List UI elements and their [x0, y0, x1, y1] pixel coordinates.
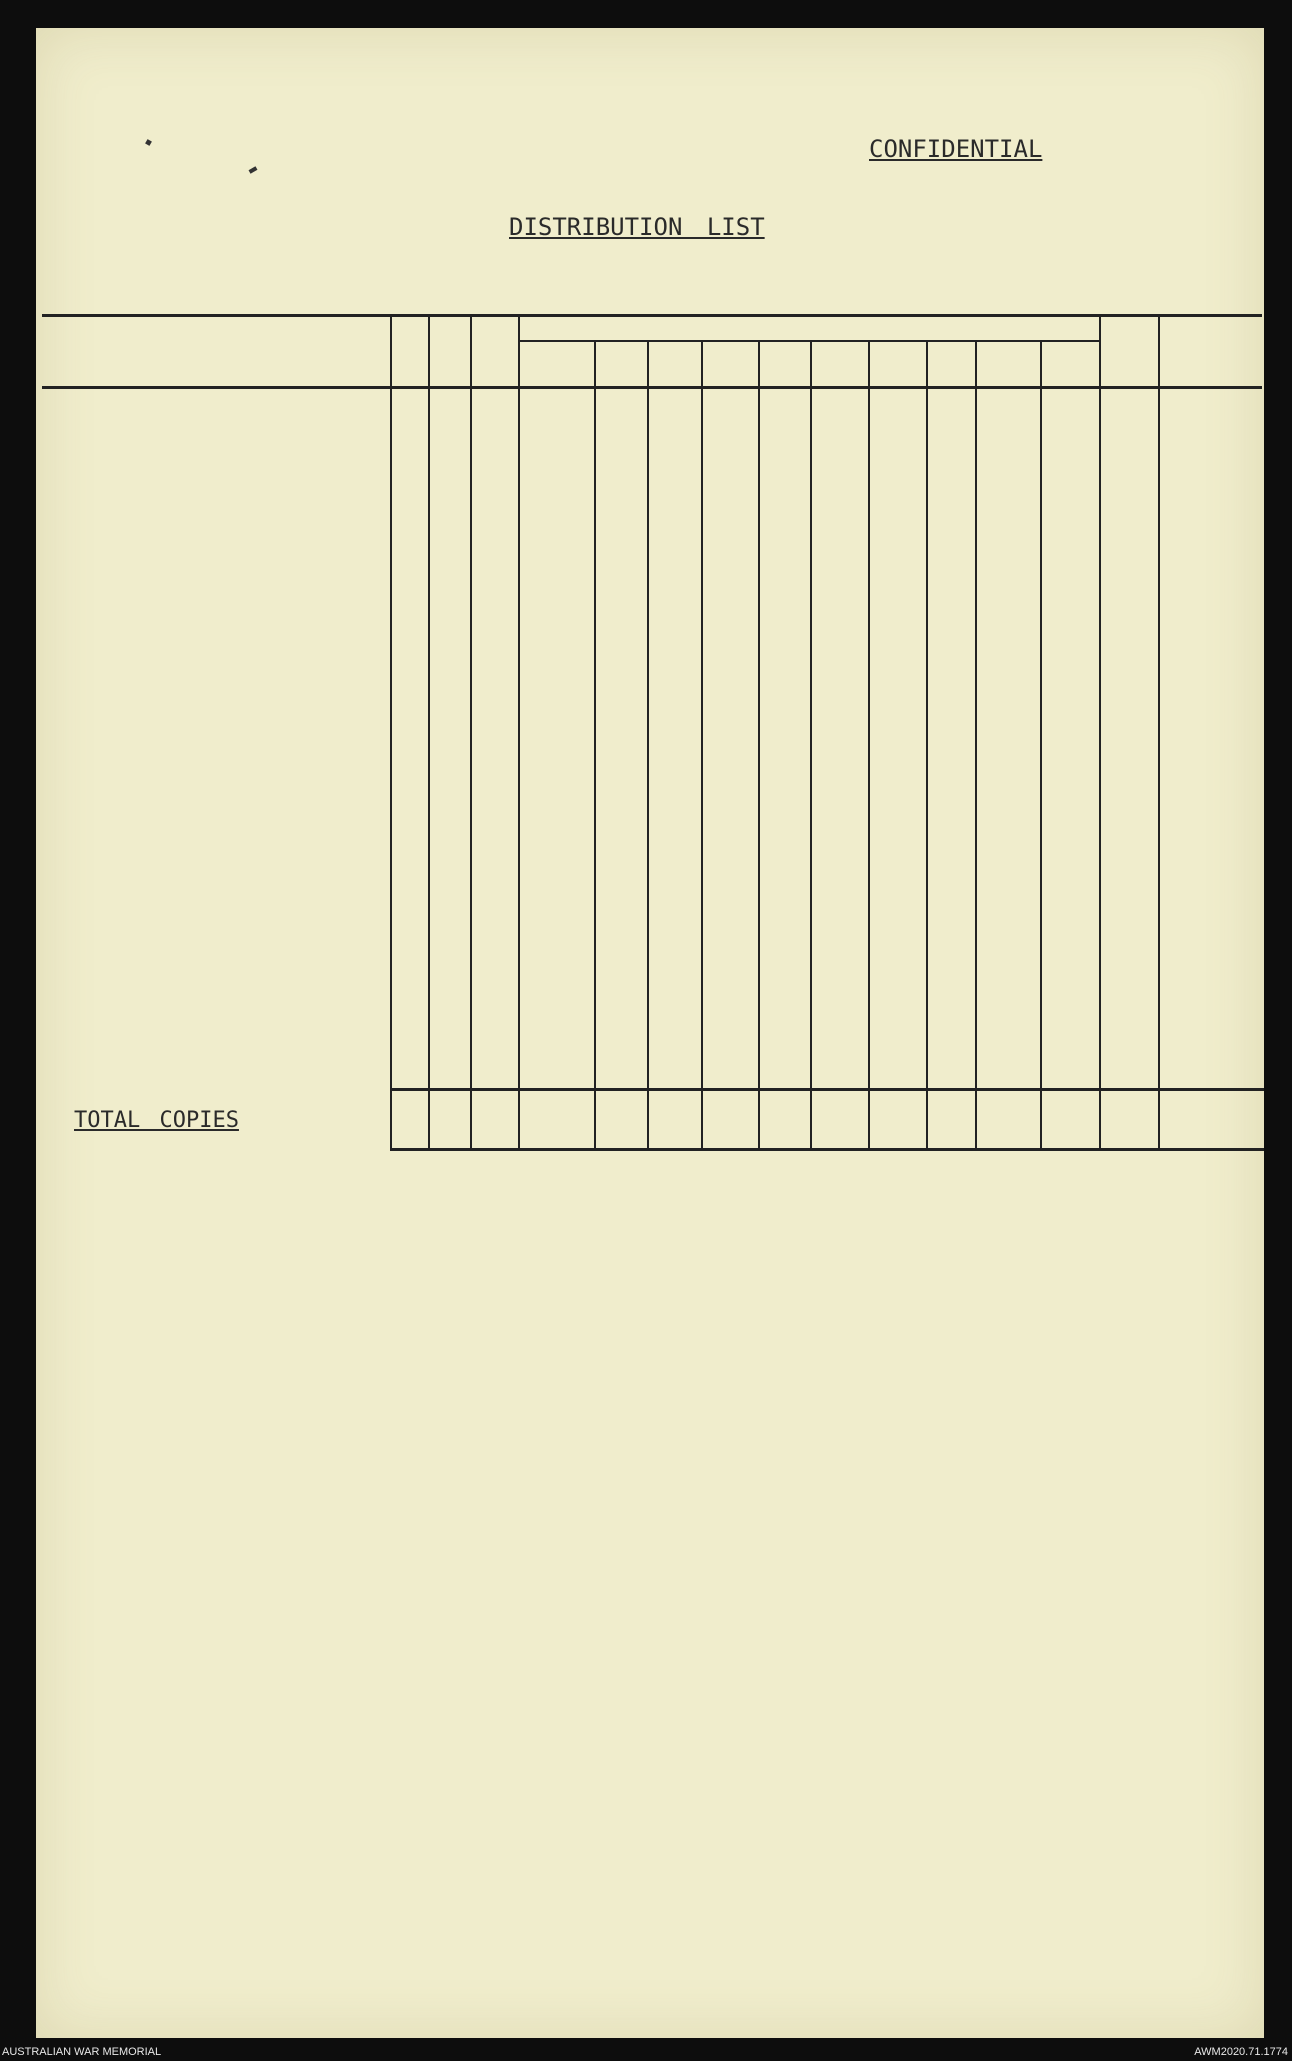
column-rule [428, 314, 430, 1148]
column-rule [470, 314, 472, 1148]
header-bottom-rule [42, 386, 1262, 389]
document-page [36, 28, 1264, 2038]
column-rule [518, 314, 520, 1148]
column-rule [1158, 314, 1160, 1148]
column-rule [810, 342, 812, 1148]
footer-right: AWM2020.71.1774 [1194, 2046, 1288, 2058]
totals-top-rule [390, 1088, 1264, 1091]
distribution-table [36, 28, 1264, 1028]
column-rule [868, 342, 870, 1148]
column-rule [594, 342, 596, 1148]
column-rule [758, 342, 760, 1148]
column-rule [647, 342, 649, 1148]
column-rule [975, 342, 977, 1148]
footer-left: AUSTRALIAN WAR MEMORIAL [2, 2046, 162, 2058]
appendix-header-rule [518, 340, 1099, 342]
classification-label: CONFIDENTIAL [869, 135, 1043, 163]
table-bottom-rule [390, 1148, 1264, 1151]
column-rule [1099, 314, 1101, 1148]
document-title: DISTRIBUTION LIST [509, 213, 765, 241]
total-copies-label: TOTAL COPIES [74, 1108, 239, 1133]
column-rule [701, 342, 703, 1148]
column-rule [1040, 342, 1042, 1148]
table-top-rule [42, 314, 1262, 317]
column-rule [390, 314, 392, 1148]
column-rule [926, 342, 928, 1148]
